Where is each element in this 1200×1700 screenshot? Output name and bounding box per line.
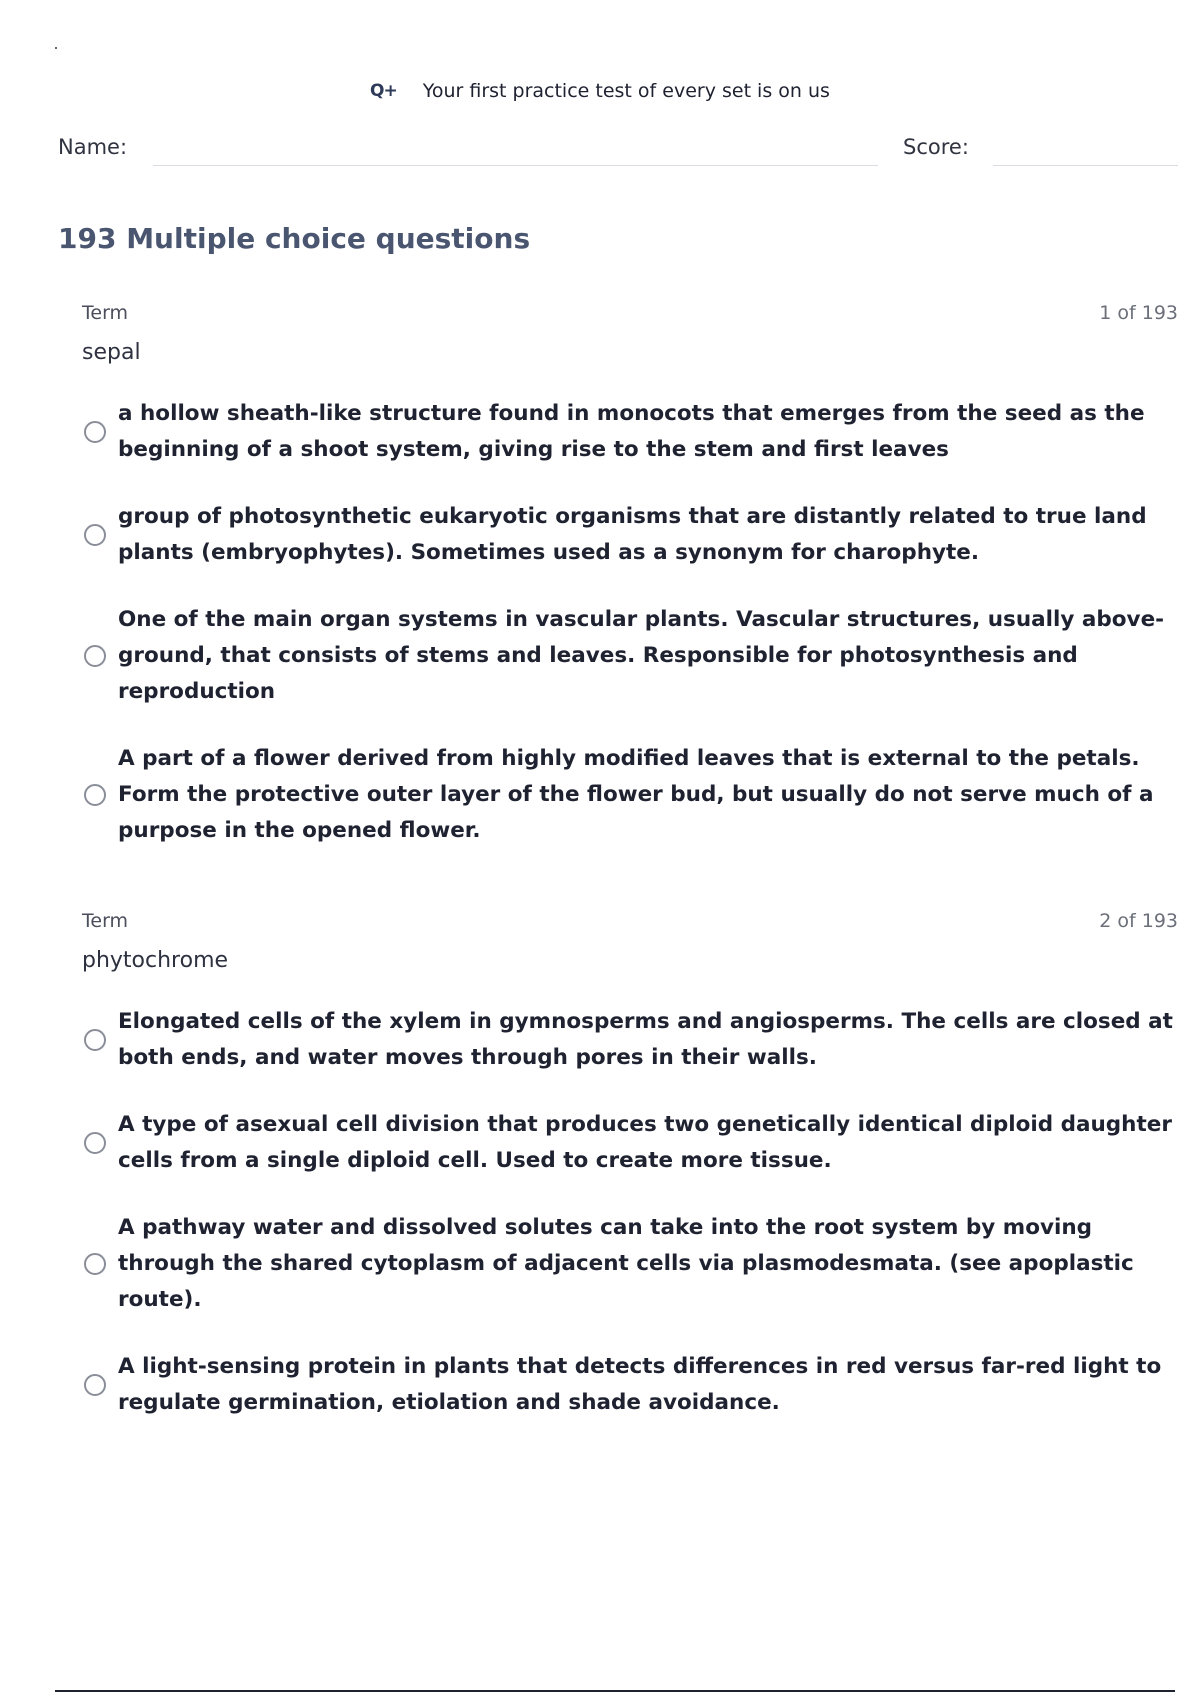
radio-button-icon[interactable] xyxy=(84,1253,106,1275)
radio-button-icon[interactable] xyxy=(84,784,106,806)
question-kind: Term xyxy=(82,910,129,932)
answer-text: Elongated cells of the xylem in gymnosperms and angiosperms. The cells are closed at both ends, and water moves through pores in their walls. xyxy=(118,1009,1173,1070)
name-field[interactable] xyxy=(153,165,878,166)
answer-text: One of the main organ systems in vascular plants. Vascular structures, usually above-ground, that consists of stems and leaves. Responsible for photosynthesis and reproduction xyxy=(118,607,1165,704)
question-term: sepal xyxy=(82,340,141,365)
answer-options xyxy=(82,1004,1178,1421)
plus-icon: Q+ xyxy=(370,81,397,101)
promo-banner[interactable] xyxy=(0,80,1200,102)
score-field[interactable] xyxy=(993,165,1178,166)
radio-button-icon[interactable] xyxy=(84,645,106,667)
stray-dot xyxy=(55,47,57,49)
question-term: phytochrome xyxy=(82,948,229,973)
name-label: Name: xyxy=(58,135,128,159)
answer-option[interactable] xyxy=(82,1004,1178,1076)
answer-option[interactable] xyxy=(82,1210,1178,1318)
answer-text: a hollow sheath-like structure found in monocots that emerges from the seed as the beginning of a shoot system, giving rise to the stem and first leaves xyxy=(118,401,1145,462)
name-score-row xyxy=(58,132,1178,172)
promo-text: Your first practice test of every set is on us xyxy=(422,80,830,102)
answer-option[interactable] xyxy=(82,499,1178,571)
answer-option[interactable] xyxy=(82,396,1178,468)
score-label: Score: xyxy=(903,135,969,159)
answer-text: A type of asexual cell division that produces two genetically identical diploid daughter cells from a single diploid cell. Used to create more tissue. xyxy=(118,1112,1172,1173)
question-counter: 1 of 193 xyxy=(1099,302,1178,324)
answer-text: A part of a flower derived from highly modified leaves that is external to the petals. Form the protective outer layer of the flower bud, but usually do not serve much of a purpose in the opened flower. xyxy=(118,746,1154,843)
radio-button-icon[interactable] xyxy=(84,1029,106,1051)
question-card xyxy=(82,302,1178,880)
answer-option[interactable] xyxy=(82,741,1178,849)
answer-text: A pathway water and dissolved solutes can take into the root system by moving through the shared cytoplasm of adjacent cells via plasmodesmata. (see apoplastic route). xyxy=(118,1215,1134,1312)
divider xyxy=(55,1690,1175,1692)
question-card xyxy=(82,910,1178,1452)
question-kind: Term xyxy=(82,302,129,324)
answer-text: A light-sensing protein in plants that detects differences in red versus far-red light to regulate germination, etiolation and shade avoidance. xyxy=(118,1354,1162,1415)
radio-button-icon[interactable] xyxy=(84,1132,106,1154)
radio-button-icon[interactable] xyxy=(84,524,106,546)
answer-option[interactable] xyxy=(82,1107,1178,1179)
answer-option[interactable] xyxy=(82,602,1178,710)
question-counter: 2 of 193 xyxy=(1099,910,1178,932)
answer-text: group of photosynthetic eukaryotic organisms that are distantly related to true land plants (embryophytes). Sometimes used as a synonym for charophyte. xyxy=(118,504,1147,565)
section-title: 193 Multiple choice questions xyxy=(58,222,531,255)
radio-button-icon[interactable] xyxy=(84,421,106,443)
answer-option[interactable] xyxy=(82,1349,1178,1421)
radio-button-icon[interactable] xyxy=(84,1374,106,1396)
answer-options xyxy=(82,396,1178,849)
